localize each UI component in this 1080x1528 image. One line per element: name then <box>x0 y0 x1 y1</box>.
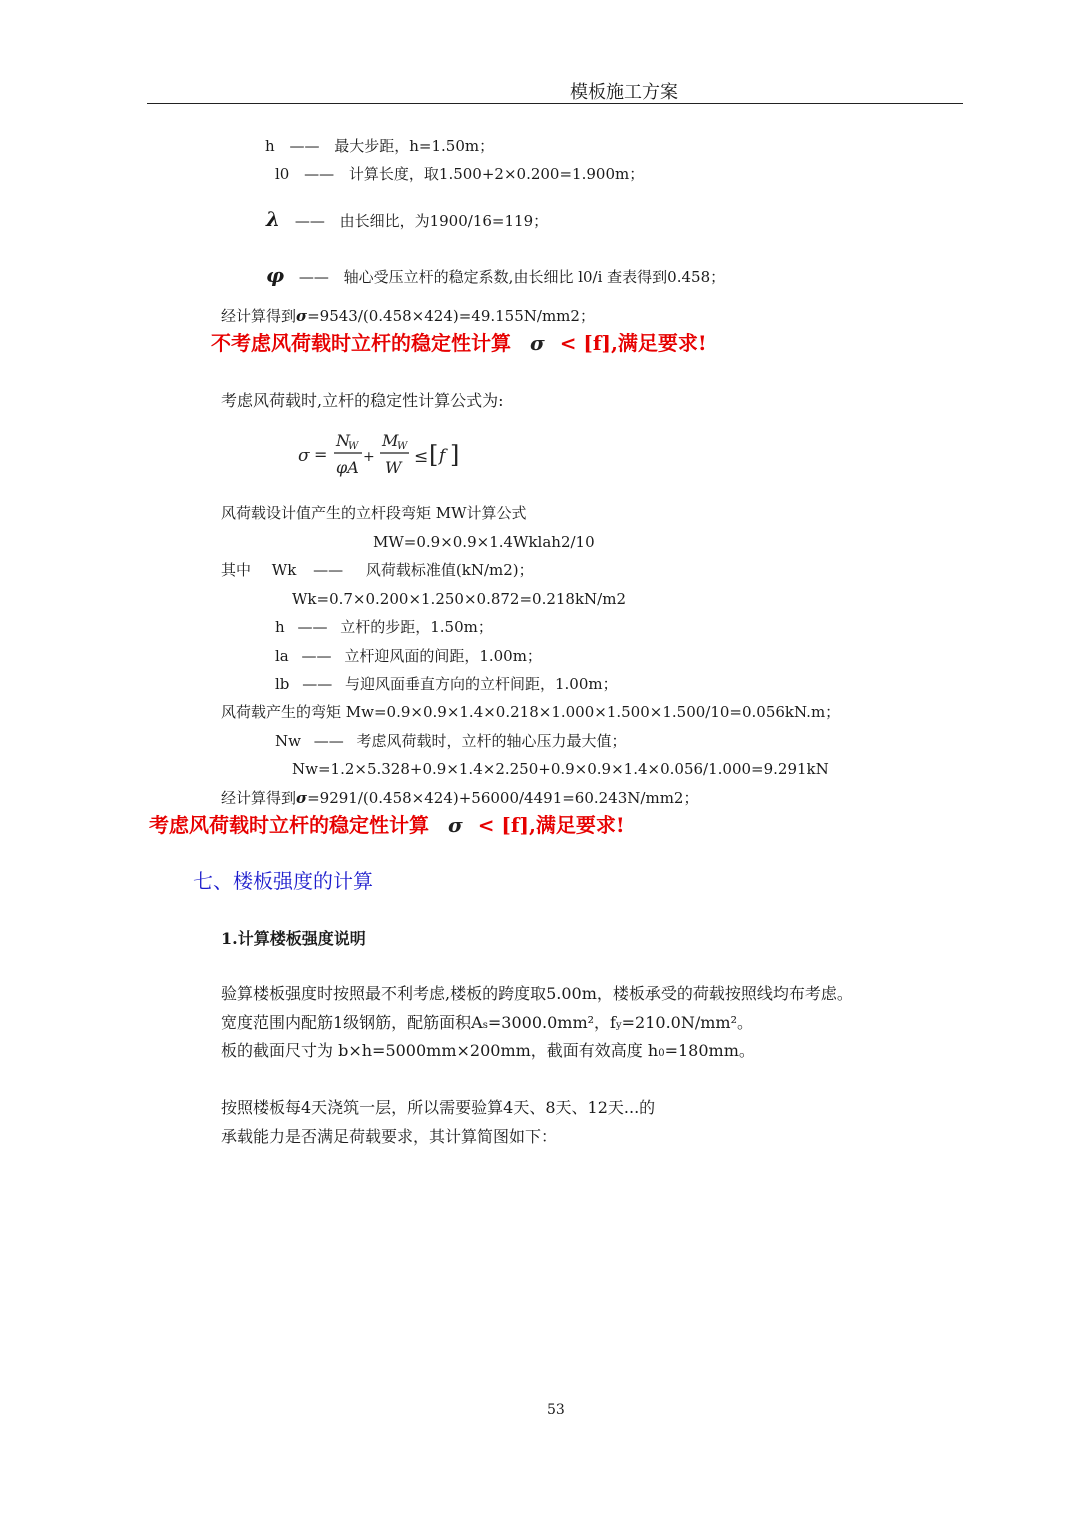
def-l0-symbol: l0 <box>275 165 290 183</box>
def-lb-text: 与迎风面垂直方向的立杆间距，1.00m； <box>344 675 618 693</box>
def-phi <box>266 265 725 287</box>
def-h-step-text: 立杆的步距，1.50m； <box>340 618 493 636</box>
dash: —— <box>304 165 335 183</box>
svg-text:N: N <box>336 431 350 450</box>
def-la <box>275 646 542 666</box>
nw-formula: Nw=1.2×5.328+0.9×1.4×2.250+0.9×0.9×1.4×0.056/1.000=9.291kN <box>292 760 829 778</box>
svg-text:W: W <box>385 458 402 477</box>
subscript-s: s <box>482 1020 488 1031</box>
def-h-text: 最大步距，h=1.50m； <box>334 137 495 155</box>
conclusion-no-wind <box>211 331 707 355</box>
paragraph-line <box>221 1041 755 1064</box>
header-rule <box>147 103 963 104</box>
svg-text:φA: φA <box>336 458 359 477</box>
def-lb <box>275 674 618 694</box>
def-wk-symbol: Wk <box>271 561 297 579</box>
def-h <box>265 136 494 156</box>
def-nw <box>275 731 627 751</box>
wind-formula-intro: 考虑风荷载时,立杆的稳定性计算公式为: <box>221 391 504 410</box>
dash: —— <box>313 561 344 579</box>
calc-result-1 <box>221 306 595 326</box>
dash: —— <box>301 647 332 665</box>
svg-text:f: f <box>439 446 446 466</box>
para1-line2c: =210.0N/mm²。 <box>621 1013 753 1032</box>
svg-text:≤: ≤ <box>414 447 429 467</box>
subscript-0: 0 <box>658 1048 665 1059</box>
def-h-symbol: h <box>265 137 275 155</box>
def-lambda-text: 由长细比，为1900/16=119； <box>339 212 549 230</box>
calc-prefix: 经计算得到 <box>221 789 297 807</box>
def-lb-symbol: lb <box>275 675 290 693</box>
def-l0 <box>275 164 644 184</box>
para1-line2a: 宽度范围内配筋1级钢筋，配筋面积A <box>221 1013 483 1032</box>
def-wk-label: 其中 <box>221 561 252 579</box>
subsection-heading: 1.计算楼板强度说明 <box>221 929 366 948</box>
svg-text:]: ] <box>450 441 460 469</box>
def-wk <box>221 560 534 580</box>
mw-formula: MW=0.9×0.9×1.4Wklah2/10 <box>373 533 595 551</box>
def-phi-text: 轴心受压立杆的稳定系数,由长细比 l0/i 查表得到0.458； <box>343 268 726 286</box>
mw-value: 风荷载产生的弯矩 Mw=0.9×0.9×1.4×0.218×1.000×1.500×1.500/10=0.056kN.m； <box>221 703 841 721</box>
calc-result-2 <box>221 788 698 808</box>
mw-intro: 风荷载设计值产生的立杆段弯矩 MW计算公式 <box>221 504 527 522</box>
para1-line3a: 板的截面尺寸为 b×h=5000mm×200mm，截面有效高度 h <box>221 1041 659 1060</box>
formula-sigma: σ <box>298 446 310 466</box>
paragraph-line: 按照楼板每4天浇筑一层，所以需要验算4天、8天、12天...的 <box>221 1098 656 1117</box>
dash: —— <box>313 732 344 750</box>
def-nw-symbol: Nw <box>275 732 301 750</box>
paragraph-line: 验算楼板强度时按照最不利考虑,楼板的跨度取5.00m，楼板承受的荷载按照线均布考虑。 <box>221 984 853 1003</box>
dash: —— <box>298 268 329 286</box>
dash: —— <box>297 618 328 636</box>
svg-text:=: = <box>314 445 328 464</box>
page-number: 53 <box>547 1402 565 1418</box>
dash: —— <box>289 137 320 155</box>
svg-text:M: M <box>382 431 399 450</box>
calc-result-1-text: =9543/(0.458×424)=49.155N/mm2； <box>307 307 595 325</box>
dash: —— <box>302 675 333 693</box>
conclusion-no-wind-tail: < [f],满足要求! <box>559 331 707 355</box>
def-h-step <box>275 617 493 637</box>
conclusion-wind-tail: < [f],满足要求! <box>477 813 625 837</box>
conclusion-no-wind-text: 不考虑风荷载时立杆的稳定性计算 <box>211 331 511 355</box>
conclusion-wind <box>149 813 625 837</box>
dash: —— <box>294 212 325 230</box>
para1-line3b: =180mm。 <box>664 1041 755 1060</box>
subscript-y: y <box>615 1020 622 1031</box>
calc-prefix: 经计算得到 <box>221 307 297 325</box>
sigma-symbol: σ <box>296 789 308 807</box>
page-header-title: 模板施工方案 <box>570 82 678 103</box>
paragraph-line: 承载能力是否满足荷载要求，其计算简图如下： <box>221 1127 558 1146</box>
stability-formula <box>296 428 476 480</box>
phi-symbol: φ <box>266 263 285 287</box>
conclusion-wind-text: 考虑风荷载时立杆的稳定性计算 <box>149 813 429 837</box>
def-nw-text: 考虑风荷载时，立杆的轴心压力最大值； <box>356 732 627 750</box>
wk-formula: Wk=0.7×0.200×1.250×0.872=0.218kN/m2 <box>292 590 627 608</box>
calc-result-2-text: =9291/(0.458×424)+56000/4491=60.243N/mm2； <box>307 789 699 807</box>
def-l0-text: 计算长度，取1.500+2×0.200=1.900m； <box>348 165 645 183</box>
section-heading: 七、楼板强度的计算 <box>193 869 373 893</box>
svg-text:[: [ <box>429 441 439 469</box>
lambda-symbol: λ <box>266 207 281 231</box>
sigma-symbol: σ <box>296 307 308 325</box>
def-wk-text: 风荷载标准值(kN/m2)； <box>365 561 534 579</box>
def-la-text: 立杆迎风面的间距，1.00m； <box>344 647 542 665</box>
para1-line2b: =3000.0mm²，f <box>487 1013 616 1032</box>
paragraph-line <box>221 1013 753 1036</box>
svg-text:W: W <box>348 441 359 452</box>
def-la-symbol: la <box>275 647 289 665</box>
def-h-step-symbol: h <box>275 618 285 636</box>
sigma-symbol: σ <box>447 813 463 837</box>
svg-text:+: + <box>363 449 375 465</box>
sigma-symbol: σ <box>529 331 545 355</box>
def-lambda <box>266 209 548 231</box>
svg-text:W: W <box>397 441 408 452</box>
